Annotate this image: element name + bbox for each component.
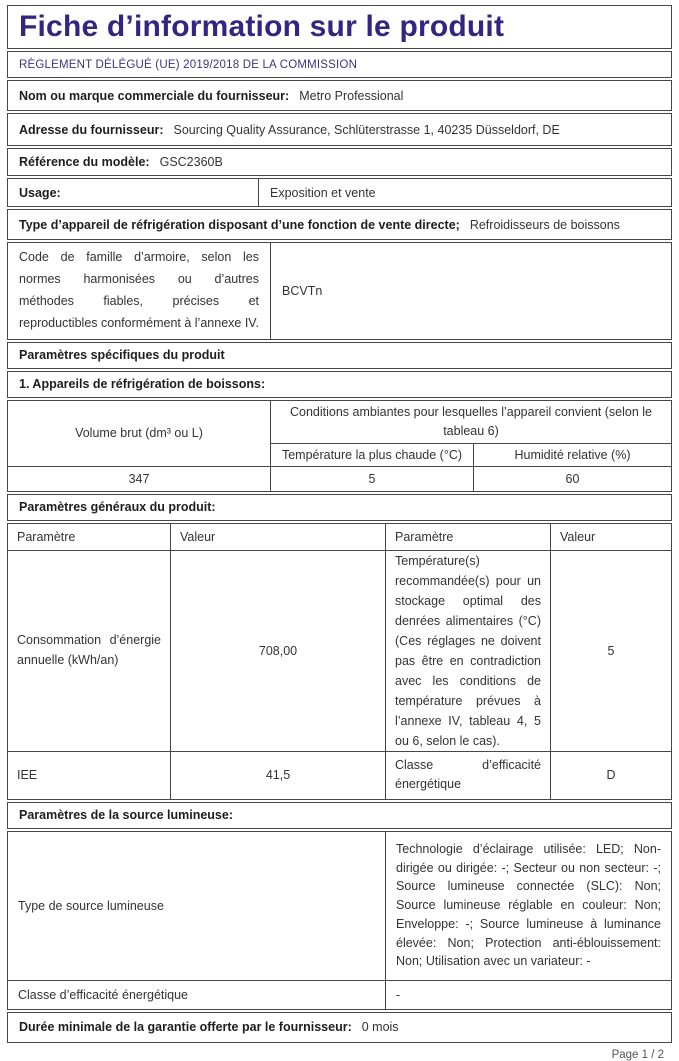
recommended-temperature-value-cell: [550, 550, 671, 751]
temperature-value: 5: [368, 471, 376, 486]
model-reference-label: Référence du modèle:: [19, 155, 150, 169]
light-source-type-label-cell: [8, 832, 385, 980]
supplier-address-row: [7, 113, 672, 146]
supplier-name-row: [7, 80, 672, 111]
section-specific-parameters: Paramètres spécifiques du produit: [7, 342, 672, 369]
appliance-type-row: [7, 209, 672, 240]
usage-label: Usage:: [19, 185, 61, 200]
energy-consumption-label: Consommation d’énergie annuelle (kWh/an): [17, 633, 161, 667]
recommended-temperature-value: 5: [607, 643, 615, 658]
light-energy-class-value: -: [396, 987, 401, 1002]
light-source-type-value-cell: [385, 832, 671, 980]
supplier-name-label: Nom ou marque commerciale du fournisseur:: [19, 88, 290, 103]
regulation-subtitle: RÈGLEMENT DÉLÉGUÉ (UE) 2019/2018 DE LA COMMISSION: [7, 51, 672, 78]
volume-header-cell: [8, 401, 270, 466]
appliance-type-label: Type d’appareil de réfrigération disposant d’une fonction de vente directe;: [19, 217, 460, 232]
energy-class-value: D: [606, 768, 616, 782]
warranty-value: 0 mois: [361, 1020, 399, 1034]
humidity-value-cell: [473, 466, 671, 491]
gtable-header-value2: Valeur: [550, 524, 671, 550]
light-source-type-value: Technologie d’éclairage utilisée: LED; Non-dirigée ou dirigée: -; Secteur ou non secteur: -; Source lumineuse connectée (SLC): Non; Source lumineuse réglable en couleur: Non; Enveloppe: -; Source lumineuse à luminance élevée: Non; Protection anti-éblouissement: Non; Utilisation avec un variateur: -: [396, 841, 661, 969]
energy-class-value-cell: [550, 751, 671, 799]
usage-value-cell: [258, 179, 671, 206]
cabinet-family-code-row: [7, 242, 672, 340]
humidity-header: Humidité relative (%): [514, 447, 631, 462]
page-number: Page 1 / 2: [611, 1048, 664, 1061]
energy-class-label: Classe d’efficacité énergétique: [395, 757, 541, 791]
supplier-address-label: Adresse du fournisseur:: [19, 122, 164, 137]
light-source-type-label: Type de source lumineuse: [18, 898, 164, 913]
usage-row: [7, 178, 672, 207]
gtable-header-param1: Paramètre: [17, 529, 76, 544]
cabinet-family-code-value-cell: [270, 243, 671, 339]
gtable-header-param2: Paramètre: [385, 524, 550, 550]
humidity-header-cell: [473, 443, 671, 466]
gtable-header-value1: Valeur: [170, 524, 385, 550]
energy-consumption-value: 708,00: [258, 643, 298, 658]
general-parameters-table: [7, 523, 672, 800]
light-source-table: [7, 831, 672, 1010]
energy-consumption-label-cell: [8, 550, 170, 751]
supplier-name-value: Metro Professional: [299, 88, 404, 103]
recommended-temperature-label-cell: [385, 550, 550, 751]
energy-consumption-value-cell: [170, 550, 385, 751]
document-title: Fiche d’information sur le produit: [19, 9, 505, 43]
section-light-source-parameters: Paramètres de la source lumineuse:: [7, 802, 672, 829]
model-reference-row: [7, 148, 672, 176]
light-energy-class-value-cell: [385, 980, 671, 1009]
section-beverage-appliances: 1. Appareils de réfrigération de boissons:: [7, 371, 672, 398]
eei-label-cell: [8, 751, 170, 799]
light-energy-class-label-cell: [8, 980, 385, 1009]
ambient-conditions-header: Conditions ambiantes pour lesquelles l’appareil convient (selon le tableau 6): [289, 405, 653, 438]
warranty-label: Durée minimale de la garantie offerte par le fournisseur:: [19, 1020, 352, 1034]
supplier-address-value: Sourcing Quality Assurance, Schlüterstrasse 1, 40235 Düsseldorf, DE: [173, 122, 560, 137]
model-reference-value: GSC2360B: [159, 155, 223, 169]
ambient-conditions-header-cell: [270, 401, 671, 443]
cabinet-family-code-value: BCVTn: [282, 283, 323, 298]
cabinet-family-code-label-cell: [8, 243, 270, 339]
appliance-type-value: Refroidisseurs de boissons: [469, 217, 620, 232]
warranty-row: [7, 1012, 672, 1043]
humidity-value: 60: [565, 471, 580, 486]
title-row: [7, 5, 672, 49]
temperature-header: Température la plus chaude (°C): [281, 447, 463, 462]
cabinet-family-code-label: Code de famille d’armoire, selon les normes harmonisées ou d’autres méthodes fiables, précises et reproductibles conformément à l’annexe IV.: [19, 250, 259, 330]
usage-label-cell: [8, 179, 258, 206]
temperature-header-cell: [270, 443, 473, 466]
energy-class-label-cell: [385, 751, 550, 799]
recommended-temperature-label: Température(s) recommandée(s) pour un stockage optimal des denrées alimentaires (°C) (Ces réglages ne doivent pas être en contradiction avec les conditions de température prévues à l’annexe IV, tableau 4, 5 ou 6, selon le cas).: [395, 553, 541, 748]
usage-value: Exposition et vente: [270, 185, 376, 200]
eei-value-cell: [170, 751, 385, 799]
temperature-value-cell: [270, 466, 473, 491]
eei-label: IEE: [17, 768, 38, 782]
volume-conditions-table: [7, 400, 672, 492]
volume-value: 347: [128, 471, 150, 486]
section-general-parameters: Paramètres généraux du produit:: [7, 494, 672, 521]
light-energy-class-label: Classe d’efficacité énergétique: [18, 987, 189, 1002]
volume-header: Volume brut (dm³ ou L): [75, 426, 203, 440]
eei-value: 41,5: [265, 768, 291, 782]
volume-value-cell: [8, 466, 270, 491]
